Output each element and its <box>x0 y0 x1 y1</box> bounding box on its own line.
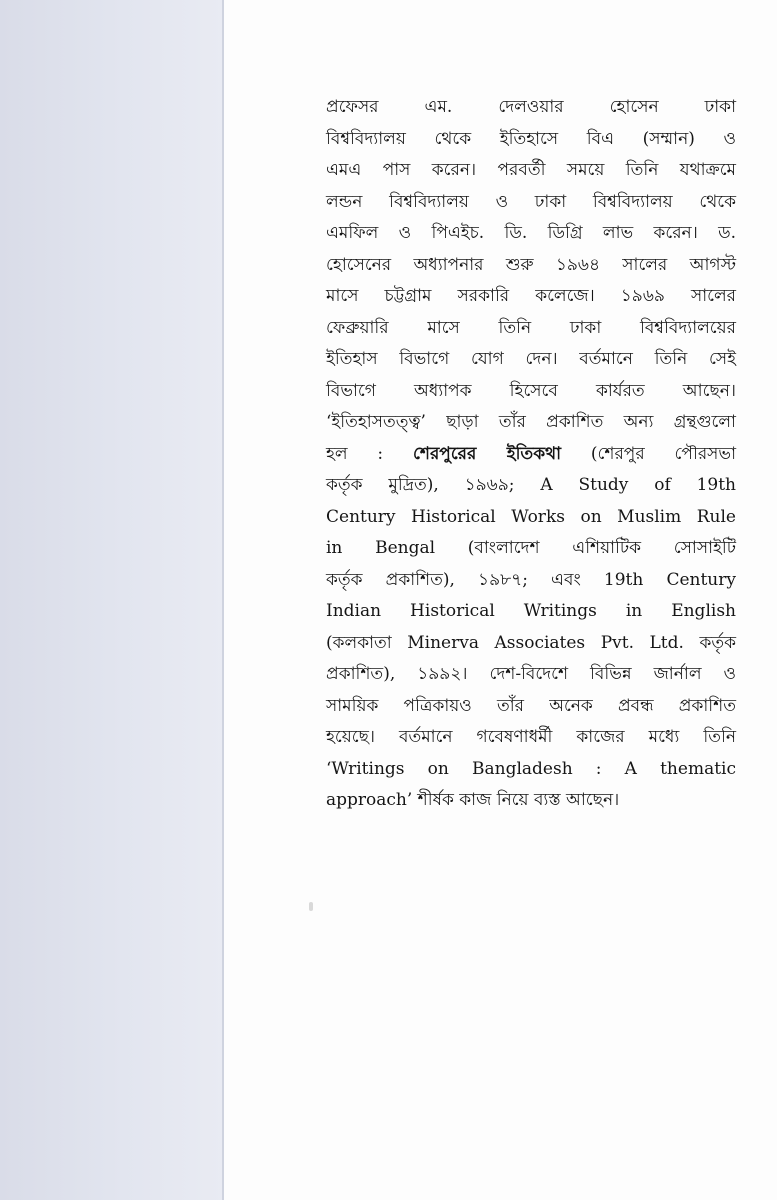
bio-line: ফেব্রুয়ারি মাসে তিনি ঢাকা বিশ্ববিদ্যালয়ের <box>326 317 736 338</box>
bio-line-with-book-title <box>326 439 736 471</box>
bio-line: মাসে চট্টগ্রাম সরকারি কলেজে। ১৯৬৯ সালের <box>326 286 736 306</box>
bio-line: ‘ইতিহাসতত্ত্ব’ ছাড়া তাঁর প্রকাশিত অন্য গ্রন্থগুলো <box>326 412 736 432</box>
bio-line: in Bengal (বাংলাদেশ এশিয়াটিক সোসাইটি <box>326 538 736 558</box>
bio-line: প্রফেসর এম. দেলওয়ার হোসেন ঢাকা <box>326 97 736 117</box>
bio-line: হয়েছে। বর্তমানে গবেষণাধর্মী কাজের মধ্যে তিনি <box>326 727 736 747</box>
bio-line: Century Historical Works on Muslim Rule <box>326 506 736 527</box>
bio-line: হোসেনের অধ্যাপনার শুরু ১৯৬৪ সালের আগস্ট <box>326 254 736 275</box>
author-bio-text <box>326 92 736 817</box>
book-title-bold: শেরপুরের ইতিকথা <box>413 443 562 464</box>
bio-line: (কলকাতা Minerva Associates Pvt. Ltd. কর্তৃক <box>326 632 736 653</box>
bio-line: বিভাগে অধ্যাপক হিসেবে কার্যরত আছেন। <box>326 380 736 401</box>
bio-line: Indian Historical Writings in English <box>326 601 736 621</box>
bio-line: বিশ্ববিদ্যালয় থেকে ইতিহাসে বিএ (সম্মান) ও <box>326 128 736 149</box>
bio-line: কর্তৃক প্রকাশিত), ১৯৮৭; এবং 19th Century <box>326 569 736 590</box>
bio-line: প্রকাশিত), ১৯৯২। দেশ-বিদেশে বিভিন্ন জার্নাল ও <box>326 664 736 684</box>
bio-line: ইতিহাস বিভাগে যোগ দেন। বর্তমানে তিনি সেই <box>326 349 736 369</box>
bio-line-suffix: (শেরপুর পৌরসভা <box>561 443 737 464</box>
cover-flap-strip <box>0 0 224 1200</box>
bio-line: ‘Writings on Bangladesh : A thematic <box>326 758 736 779</box>
bio-line: লন্ডন বিশ্ববিদ্যালয় ও ঢাকা বিশ্ববিদ্যালয় থেকে <box>326 191 736 212</box>
paper-speck <box>309 902 313 911</box>
bio-line: এমএ পাস করেন। পরবর্তী সময়ে তিনি যথাক্রমে <box>326 160 736 180</box>
bio-line: কর্তৃক মুদ্রিত), ১৯৬৯; A Study of 19th <box>326 475 736 495</box>
bio-line: এমফিল ও পিএইচ. ডি. ডিগ্রি লাভ করেন। ড. <box>326 223 736 243</box>
bio-line: সাময়িক পত্রিকায়ও তাঁর অনেক প্রবন্ধ প্রকাশিত <box>326 695 736 716</box>
bio-line-last: approach’ শীর্ষক কাজ নিয়ে ব্যস্ত আছেন। <box>326 790 620 810</box>
bio-line-prefix: হল : <box>326 443 413 464</box>
